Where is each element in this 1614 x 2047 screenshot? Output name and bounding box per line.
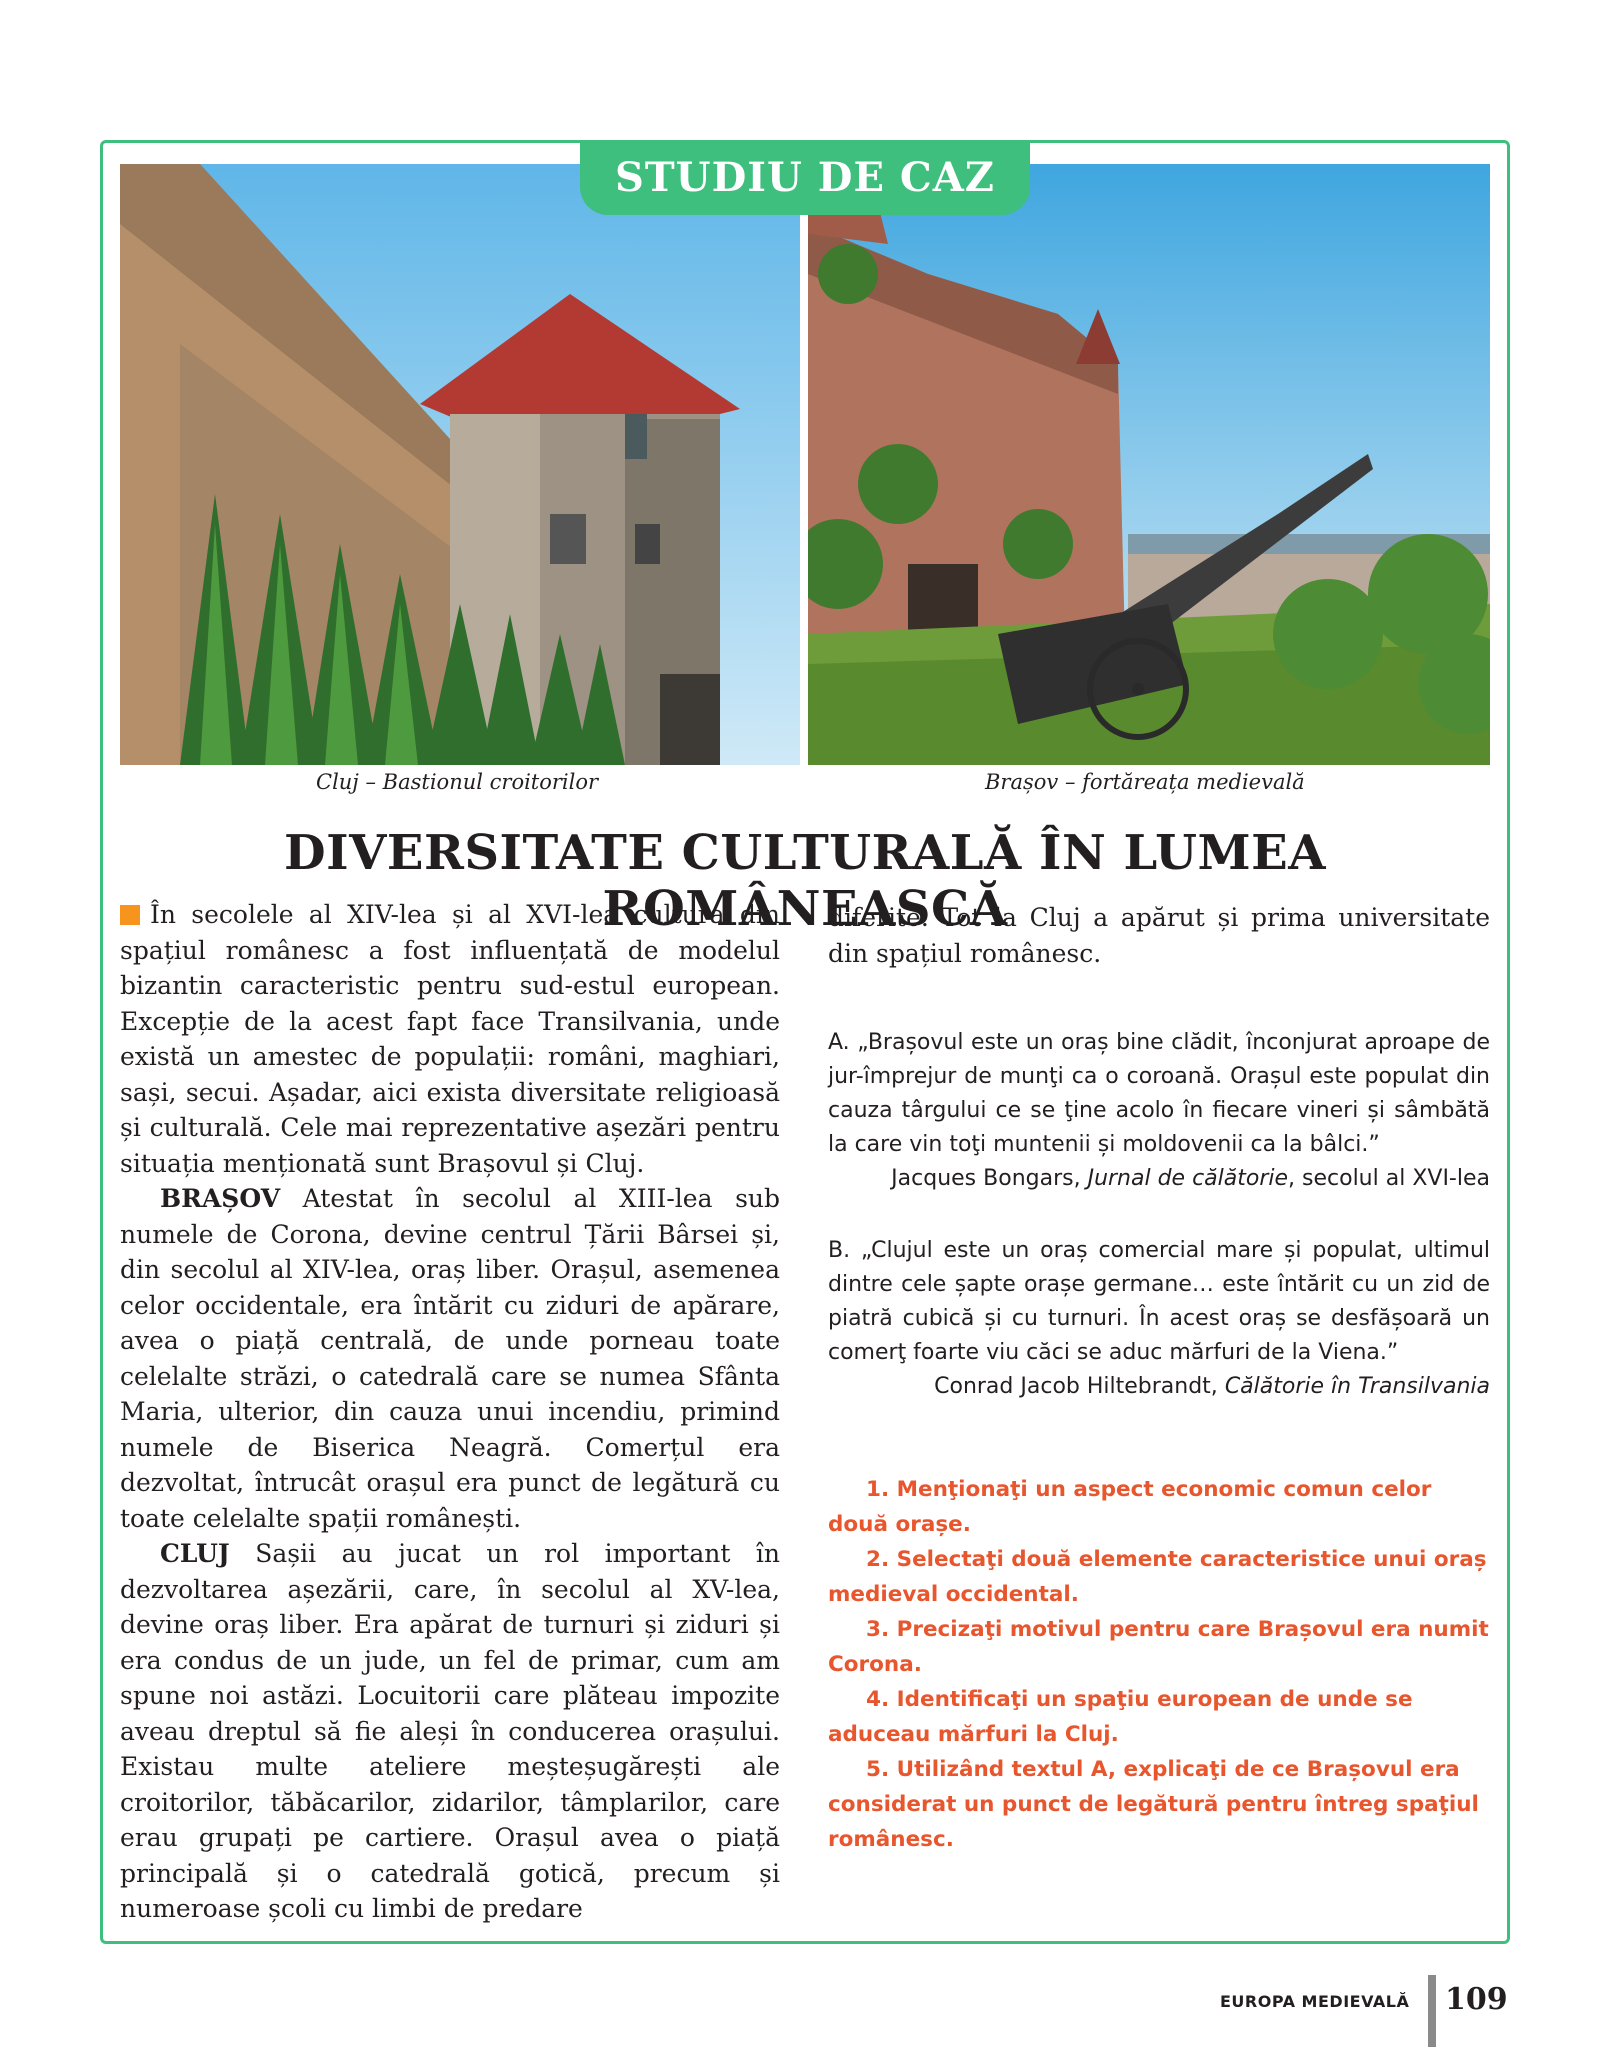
question-1: 1. Menţionaţi un aspect economic comun celor două orașe. <box>828 1477 1432 1537</box>
page-title: DIVERSITATE CULTURALĂ ÎN LUMEA ROMÂNEASCĂ <box>284 825 1326 937</box>
page-number: 109 <box>1445 1982 1508 2017</box>
footer-section-label: EUROPA MEDIEVALĂ <box>1220 1992 1410 2011</box>
question-4: 4. Identificaţi un spaţiu european de unde se aduceau mărfuri la Cluj. <box>828 1687 1413 1747</box>
question-5: 5. Utilizând textul A, explicaţi de ce Brașovul era considerat un punct de legătură pentru întreg spaţiul românesc. <box>828 1757 1479 1852</box>
brasov-heading: BRAȘOV <box>160 1184 281 1213</box>
cluj-heading: CLUJ <box>160 1539 230 1568</box>
footer-divider <box>1428 1975 1436 2047</box>
source-a-quote: A. „Brașovul este un oraș bine clădit, înconjurat aproape de jur-împrejur de munţi ca o coroană. Orașul este populat din cauza târgului ce se ţine acolo în fiecare vineri și sâmbătă la care vin toţi muntenii și moldovenii ca la bâlci.” <box>828 1030 1490 1157</box>
photo-cluj-bastion <box>120 164 800 765</box>
question-3: 3. Precizaţi motivul pentru care Brașovul era numit Corona. <box>828 1617 1489 1677</box>
cluj-paragraph: CLUJ Sașii au jucat un rol important în dezvoltarea așezării, care, în secolul al XV-lea, devine oraș liber. Era apărat de turnuri și ziduri și era condus de un jude, un fel de primar, cum am spune noi astăzi. Locuitorii care plăteau impozite aveau dreptul să fie aleși în conducerea orașului. Existau multe ateliere meșteșugărești ale croitorilor, tăbăcarilor, zidarilor, tâmplarilor, care erau grupați pe cartiere. Orașul avea o piață principală și o catedrală gotică, precum și numeroase școli cu limbi de predare <box>120 1539 780 1923</box>
source-b-quote: B. „Clujul este un oraș comercial mare și populat, ultimul dintre cele șapte orașe germane… este întărit cu un zid de piatră cubică și cu turnuri. În acest oraș se desfășoară un comerţ foarte viu căci se aduc mărfuri de la Viena.” <box>828 1238 1490 1365</box>
photo-brasov-fortress <box>808 164 1490 765</box>
source-b-citation: Conrad Jacob Hiltebrandt, Călătorie în Transilvania <box>934 1374 1490 1399</box>
continuation-paragraph: diferite. Tot la Cluj a apărut și prima universitate din spațiul românesc. <box>828 903 1490 968</box>
question-2: 2. Selectaţi două elemente caracteristice unui oraș medieval occidental. <box>828 1547 1487 1607</box>
left-column <box>120 897 780 1927</box>
right-column <box>828 900 1490 1857</box>
caption-cluj: Cluj – Bastionul croitorilor <box>316 770 599 794</box>
source-a-citation: Jacques Bongars, Jurnal de călătorie, secolul al XVI-lea <box>891 1166 1490 1191</box>
intro-paragraph: În secolele al XIV-lea și al XVI-lea cultura din spațiul românesc a fost influențată de modelul bizantin caracteristic pentru sud-estul european. Excepție de la acest fapt face Transilvania, unde există un amestec de populații: români, maghiari, sași, secui. Așadar, aici exista diversitate religioasă și culturală. Cele mai reprezentative așezări pentru situația menționată sunt Brașovul și Cluj. <box>120 900 780 1178</box>
caption-brasov: Brașov – fortăreața medievală <box>985 770 1305 794</box>
square-bullet-icon <box>120 905 140 925</box>
case-study-tab: STUDIU DE CAZ <box>580 140 1030 215</box>
brasov-paragraph: BRAȘOV Atestat în secolul al XIII-lea sub numele de Corona, devine centrul Țării Bârsei și, din secolul al XIV-lea, oraș liber. Orașul, asemenea celor occidentale, era întărit cu ziduri de apărare, avea o piață centrală, de unde porneau toate celelalte străzi, o catedrală care se numea Sfânta Maria, ulterior, din cauza unui incendiu, primind numele de Biserica Neagră. Comerțul era dezvoltat, întrucât orașul era punct de legătură cu toate celelalte spații românești. <box>120 1184 780 1533</box>
